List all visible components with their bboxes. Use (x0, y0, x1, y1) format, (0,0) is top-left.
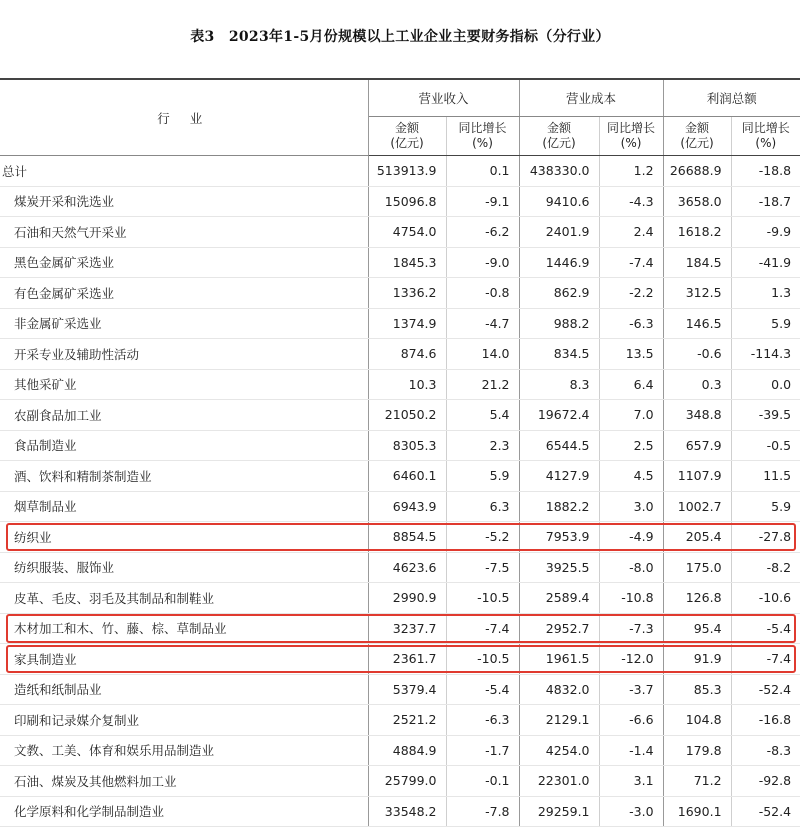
cost-growth-cell: -4.9 (599, 522, 663, 553)
table-row (0, 674, 800, 705)
profit-amount-cell: 104.8 (663, 705, 731, 736)
profit-growth-cell: -41.9 (731, 247, 800, 278)
industry-name-cell: 石油、煤炭及其他燃料加工业 (0, 766, 368, 797)
cost-amount-cell: 988.2 (519, 308, 599, 339)
industry-name-cell: 酒、饮料和精制茶制造业 (0, 461, 368, 492)
revenue-growth-cell: 14.0 (446, 339, 519, 370)
cost-growth-cell: -6.6 (599, 705, 663, 736)
profit-growth-cell: -8.3 (731, 735, 800, 766)
cost-amount-cell: 4254.0 (519, 735, 599, 766)
table-body (0, 156, 800, 827)
industry-name-cell: 石油和天然气开采业 (0, 217, 368, 248)
profit-amount-cell: 3658.0 (663, 186, 731, 217)
table-row (0, 400, 800, 431)
revenue-amount-cell: 4623.6 (368, 552, 446, 583)
cost-growth-cell: -10.8 (599, 583, 663, 614)
industry-name-cell: 家具制造业 (0, 644, 368, 675)
cost-amount-cell: 4127.9 (519, 461, 599, 492)
profit-amount-header: 金额 (亿元) (663, 117, 731, 156)
profit-growth-cell: -16.8 (731, 705, 800, 736)
profit-amount-cell: 146.5 (663, 308, 731, 339)
industry-name-cell: 印刷和记录媒介复制业 (0, 705, 368, 736)
revenue-growth-cell: -7.4 (446, 613, 519, 644)
cost-growth-cell: 7.0 (599, 400, 663, 431)
cost-amount-cell: 9410.6 (519, 186, 599, 217)
revenue-amount-cell: 2990.9 (368, 583, 446, 614)
revenue-amount-cell: 1374.9 (368, 308, 446, 339)
table-row (0, 705, 800, 736)
industry-name-cell: 有色金属矿采选业 (0, 278, 368, 309)
cost-amount-cell: 22301.0 (519, 766, 599, 797)
revenue-growth-cell: -0.8 (446, 278, 519, 309)
table-row (0, 430, 800, 461)
cost-amount-cell: 29259.1 (519, 796, 599, 827)
revenue-growth-cell: 6.3 (446, 491, 519, 522)
revenue-amount-cell: 8305.3 (368, 430, 446, 461)
revenue-amount-cell: 8854.5 (368, 522, 446, 553)
profit-growth-cell: -0.5 (731, 430, 800, 461)
cost-growth-cell: 3.0 (599, 491, 663, 522)
cost-amount-cell: 19672.4 (519, 400, 599, 431)
industry-name-cell: 煤炭开采和洗选业 (0, 186, 368, 217)
table-row (0, 522, 800, 553)
revenue-growth-cell: -0.1 (446, 766, 519, 797)
profit-amount-cell: 1690.1 (663, 796, 731, 827)
profit-amount-cell: 179.8 (663, 735, 731, 766)
cost-growth-cell: -7.3 (599, 613, 663, 644)
cost-growth-cell: 4.5 (599, 461, 663, 492)
revenue-growth-cell: -6.2 (446, 217, 519, 248)
profit-amount-cell: 1002.7 (663, 491, 731, 522)
header-row-groups (0, 79, 800, 117)
industry-name-cell: 总计 (0, 156, 368, 187)
revenue-amount-cell: 4884.9 (368, 735, 446, 766)
cost-amount-cell: 1446.9 (519, 247, 599, 278)
industry-name-cell: 造纸和纸制品业 (0, 674, 368, 705)
table-row (0, 613, 800, 644)
table-row (0, 583, 800, 614)
profit-growth-cell: 0.0 (731, 369, 800, 400)
revenue-growth-cell: 5.4 (446, 400, 519, 431)
revenue-amount-cell: 1845.3 (368, 247, 446, 278)
revenue-amount-cell: 15096.8 (368, 186, 446, 217)
industry-name-cell: 木材加工和木、竹、藤、棕、草制品业 (0, 613, 368, 644)
profit-amount-cell: 95.4 (663, 613, 731, 644)
profit-amount-cell: 26688.9 (663, 156, 731, 187)
revenue-growth-cell: 0.1 (446, 156, 519, 187)
revenue-growth-cell: -7.5 (446, 552, 519, 583)
table-row (0, 278, 800, 309)
profit-group-header: 利润总额 (663, 79, 800, 117)
revenue-amount-cell: 2521.2 (368, 705, 446, 736)
cost-amount-cell: 7953.9 (519, 522, 599, 553)
cost-amount-cell: 4832.0 (519, 674, 599, 705)
profit-growth-cell: -18.7 (731, 186, 800, 217)
profit-growth-cell: 5.9 (731, 491, 800, 522)
cost-growth-cell: -3.7 (599, 674, 663, 705)
revenue-amount-cell: 25799.0 (368, 766, 446, 797)
revenue-growth-cell: -9.0 (446, 247, 519, 278)
profit-growth-cell: -18.8 (731, 156, 800, 187)
profit-growth-cell: -39.5 (731, 400, 800, 431)
revenue-growth-cell: -6.3 (446, 705, 519, 736)
cost-growth-cell: -4.3 (599, 186, 663, 217)
profit-growth-cell: -52.4 (731, 796, 800, 827)
revenue-growth-cell: 2.3 (446, 430, 519, 461)
table-row (0, 766, 800, 797)
profit-amount-cell: 1107.9 (663, 461, 731, 492)
cost-growth-cell: 2.5 (599, 430, 663, 461)
table-row (0, 339, 800, 370)
industry-name-cell: 其他采矿业 (0, 369, 368, 400)
cost-amount-cell: 862.9 (519, 278, 599, 309)
cost-growth-cell: 1.2 (599, 156, 663, 187)
revenue-growth-cell: -5.4 (446, 674, 519, 705)
cost-growth-cell: -8.0 (599, 552, 663, 583)
profit-growth-cell: -8.2 (731, 552, 800, 583)
profit-growth-cell: -9.9 (731, 217, 800, 248)
revenue-growth-cell: -9.1 (446, 186, 519, 217)
profit-growth-cell: -92.8 (731, 766, 800, 797)
profit-amount-cell: 126.8 (663, 583, 731, 614)
revenue-amount-cell: 2361.7 (368, 644, 446, 675)
profit-amount-cell: 91.9 (663, 644, 731, 675)
profit-growth-header: 同比增长 (%) (731, 117, 800, 156)
revenue-growth-header: 同比增长 (%) (446, 117, 519, 156)
cost-amount-cell: 2129.1 (519, 705, 599, 736)
profit-amount-cell: 71.2 (663, 766, 731, 797)
industry-name-cell: 纺织服装、服饰业 (0, 552, 368, 583)
table-row (0, 308, 800, 339)
table-row (0, 552, 800, 583)
cost-amount-cell: 1961.5 (519, 644, 599, 675)
profit-amount-cell: 85.3 (663, 674, 731, 705)
profit-amount-cell: 175.0 (663, 552, 731, 583)
revenue-amount-cell: 3237.7 (368, 613, 446, 644)
industry-name-cell: 烟草制品业 (0, 491, 368, 522)
revenue-amount-cell: 33548.2 (368, 796, 446, 827)
cost-amount-cell: 3925.5 (519, 552, 599, 583)
profit-amount-cell: -0.6 (663, 339, 731, 370)
table-row (0, 217, 800, 248)
industry-name-cell: 农副食品加工业 (0, 400, 368, 431)
cost-amount-cell: 2952.7 (519, 613, 599, 644)
revenue-amount-header: 金额 (亿元) (368, 117, 446, 156)
profit-growth-cell: -5.4 (731, 613, 800, 644)
profit-amount-cell: 184.5 (663, 247, 731, 278)
industry-name-cell: 纺织业 (0, 522, 368, 553)
cost-amount-cell: 2401.9 (519, 217, 599, 248)
industry-name-cell: 文教、工美、体育和娱乐用品制造业 (0, 735, 368, 766)
industry-name-cell: 黑色金属矿采选业 (0, 247, 368, 278)
revenue-growth-cell: -1.7 (446, 735, 519, 766)
cost-growth-cell: 6.4 (599, 369, 663, 400)
table-row (0, 461, 800, 492)
cost-group-header: 营业成本 (519, 79, 663, 117)
cost-growth-cell: -2.2 (599, 278, 663, 309)
revenue-growth-cell: -10.5 (446, 583, 519, 614)
cost-amount-cell: 834.5 (519, 339, 599, 370)
profit-amount-cell: 1618.2 (663, 217, 731, 248)
industry-name-cell: 开采专业及辅助性活动 (0, 339, 368, 370)
revenue-amount-cell: 6460.1 (368, 461, 446, 492)
cost-amount-cell: 438330.0 (519, 156, 599, 187)
revenue-amount-cell: 6943.9 (368, 491, 446, 522)
revenue-amount-cell: 10.3 (368, 369, 446, 400)
cost-growth-cell: 3.1 (599, 766, 663, 797)
revenue-amount-cell: 1336.2 (368, 278, 446, 309)
revenue-amount-cell: 513913.9 (368, 156, 446, 187)
profit-amount-cell: 348.8 (663, 400, 731, 431)
profit-growth-cell: -10.6 (731, 583, 800, 614)
profit-growth-cell: 11.5 (731, 461, 800, 492)
profit-growth-cell: 5.9 (731, 308, 800, 339)
industry-name-cell: 食品制造业 (0, 430, 368, 461)
cost-growth-cell: -7.4 (599, 247, 663, 278)
cost-growth-cell: 2.4 (599, 217, 663, 248)
industry-name-cell: 皮革、毛皮、羽毛及其制品和制鞋业 (0, 583, 368, 614)
industry-name-cell: 非金属矿采选业 (0, 308, 368, 339)
cost-amount-cell: 6544.5 (519, 430, 599, 461)
table-row (0, 735, 800, 766)
profit-growth-cell: -114.3 (731, 339, 800, 370)
profit-growth-cell: -52.4 (731, 674, 800, 705)
industry-header: 行 业 (0, 79, 368, 156)
revenue-growth-cell: -7.8 (446, 796, 519, 827)
table-row (0, 156, 800, 187)
profit-amount-cell: 0.3 (663, 369, 731, 400)
cost-amount-cell: 8.3 (519, 369, 599, 400)
revenue-growth-cell: 5.9 (446, 461, 519, 492)
financial-indicators-table (0, 78, 800, 827)
revenue-growth-cell: -4.7 (446, 308, 519, 339)
table-row (0, 369, 800, 400)
table-title: 表3 2023年1-5月份规模以上工业企业主要财务指标（分行业） (190, 29, 610, 45)
table-row (0, 186, 800, 217)
cost-amount-header: 金额 (亿元) (519, 117, 599, 156)
revenue-amount-cell: 21050.2 (368, 400, 446, 431)
revenue-amount-cell: 4754.0 (368, 217, 446, 248)
revenue-group-header: 营业收入 (368, 79, 519, 117)
table-row (0, 796, 800, 827)
cost-growth-cell: -12.0 (599, 644, 663, 675)
revenue-growth-cell: -10.5 (446, 644, 519, 675)
revenue-amount-cell: 874.6 (368, 339, 446, 370)
profit-growth-cell: -7.4 (731, 644, 800, 675)
table-row (0, 247, 800, 278)
profit-amount-cell: 312.5 (663, 278, 731, 309)
revenue-growth-cell: -5.2 (446, 522, 519, 553)
cost-growth-cell: -1.4 (599, 735, 663, 766)
cost-amount-cell: 2589.4 (519, 583, 599, 614)
industry-name-cell: 化学原料和化学制品制造业 (0, 796, 368, 827)
revenue-amount-cell: 5379.4 (368, 674, 446, 705)
profit-growth-cell: 1.3 (731, 278, 800, 309)
profit-growth-cell: -27.8 (731, 522, 800, 553)
cost-growth-cell: -6.3 (599, 308, 663, 339)
profit-amount-cell: 205.4 (663, 522, 731, 553)
cost-amount-cell: 1882.2 (519, 491, 599, 522)
table-row (0, 644, 800, 675)
cost-growth-cell: -3.0 (599, 796, 663, 827)
cost-growth-cell: 13.5 (599, 339, 663, 370)
profit-amount-cell: 657.9 (663, 430, 731, 461)
cost-growth-header: 同比增长 (%) (599, 117, 663, 156)
revenue-growth-cell: 21.2 (446, 369, 519, 400)
table-row (0, 491, 800, 522)
